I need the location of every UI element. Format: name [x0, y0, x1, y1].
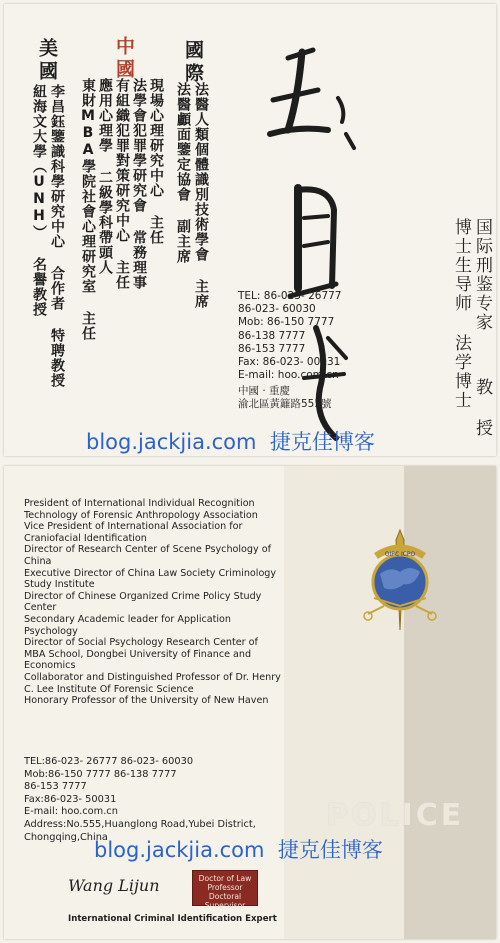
role-item: Honorary Professor of the University of New Haven	[24, 695, 269, 707]
role-item: Vice President of International Association for Craniofacial Identification	[24, 521, 243, 544]
degree-line: Doctor of Law	[198, 874, 252, 883]
front-contact-line: Mob: 86-150 7777	[238, 316, 335, 329]
back-contact-line: TEL:86-023- 26777 86-023- 60030	[24, 756, 194, 767]
roles-list	[24, 498, 282, 707]
emblem-text: OIPC ICPO	[384, 551, 416, 558]
blog-watermark-top[interactable]	[86, 426, 375, 456]
degree-box	[192, 870, 258, 910]
front-address-line: 渝北區黃籬路555號	[238, 398, 332, 410]
role-item: Collaborator and Distinguished Professor of Dr. Henry C. Lee Institute Of Forensic Science	[24, 671, 281, 695]
business-card-back	[4, 466, 496, 939]
blog-name: 捷克佳博客	[269, 430, 375, 454]
us-line-1: 李昌鈺鑒識科學研究中心 合作者 特聘教授	[49, 84, 65, 388]
front-contact-line: 86-153 7777	[238, 342, 306, 355]
role-item: Executive Director of China Law Society Criminology Study Institute	[24, 567, 277, 591]
china-line-1: 現場心理研究中心 主任	[148, 78, 164, 245]
blog-name: 捷克佳博客	[277, 838, 383, 862]
business-card-front	[4, 4, 496, 456]
front-contact-line: 86-138 7777	[238, 329, 306, 342]
intl-header: 國際	[182, 40, 204, 86]
role-item: Director of Social Psychology Research Center of MBA School, Dongbei University of Finance and Economics	[24, 637, 258, 672]
back-contact-line: Mob:86-150 7777 86-138 7777	[24, 768, 177, 780]
intl-line-1: 法醫人類個體識別技術學會 主席	[193, 82, 209, 309]
front-contact-line[interactable]: E-mail: hoo.com.cn	[238, 369, 339, 382]
title-phd-supervisor: 博士生导师	[451, 218, 471, 313]
front-address-line: 中國 · 重慶	[238, 385, 291, 397]
title-forensic-expert: 国际刑鉴专家	[472, 218, 492, 332]
front-contact-line: 86-023- 60030	[238, 303, 316, 316]
police-text: POLICE	[326, 798, 465, 833]
role-item: President of International Individual Recognition Technology of Forensic Anthropology Association	[24, 498, 258, 521]
front-contact-line: TEL: 86-023- 26777	[238, 290, 342, 302]
china-line-5: 東財MBA學院社會心理研究室 主任	[80, 78, 96, 341]
intl-line-2: 法醫顱面鑒定協會 副主席	[175, 82, 191, 264]
us-line-2: 紐海文大學（UNH） 名譽教授	[31, 84, 47, 317]
title-professor: 教 授	[472, 378, 492, 438]
us-header: 美國	[36, 38, 58, 84]
back-contact-line: Address:No.555,Huanglong Road,Yubei District,	[24, 818, 256, 830]
back-contact-line[interactable]: E-mail: hoo.com.cn	[24, 806, 118, 818]
signature-name: Wang Lijun	[68, 876, 160, 895]
blog-watermark-bottom[interactable]	[94, 834, 383, 864]
front-address	[238, 385, 332, 411]
role-item: Secondary Academic leader for Application Psychology	[24, 613, 232, 637]
china-header: 中國	[113, 36, 135, 82]
front-contact-line: Fax: 86-023- 00031	[238, 356, 341, 369]
degree-line: Professor	[207, 883, 243, 892]
front-contact-block	[238, 290, 342, 382]
china-line-2: 法學會犯罪學研究會 常務理事	[131, 78, 147, 290]
title-doctor-of-law: 法学博士	[451, 334, 471, 410]
expert-caption: International Criminal Identification Expert	[68, 914, 277, 924]
back-contact-line: Chongqing,China	[24, 831, 108, 843]
degree-line: Doctoral Supervisor	[204, 892, 246, 910]
interpol-emblem-icon	[354, 526, 446, 636]
china-line-4: 應用心理學 二級學科帶頭人	[97, 78, 113, 275]
back-contact-line: Fax:86-023- 50031	[24, 793, 117, 805]
role-item: Director of Chinese Organized Crime Policy Study Center	[24, 590, 262, 614]
back-contact-block	[24, 756, 256, 844]
blog-url[interactable]: blog.jackjia.com	[94, 838, 265, 862]
back-contact-line: 86-153 7777	[24, 781, 87, 793]
blog-url[interactable]: blog.jackjia.com	[86, 430, 257, 454]
china-line-3: 有組織犯罪對策研究中心 主任	[114, 78, 130, 290]
role-item: Director of Research Center of Scene Psychology of China	[24, 544, 271, 567]
